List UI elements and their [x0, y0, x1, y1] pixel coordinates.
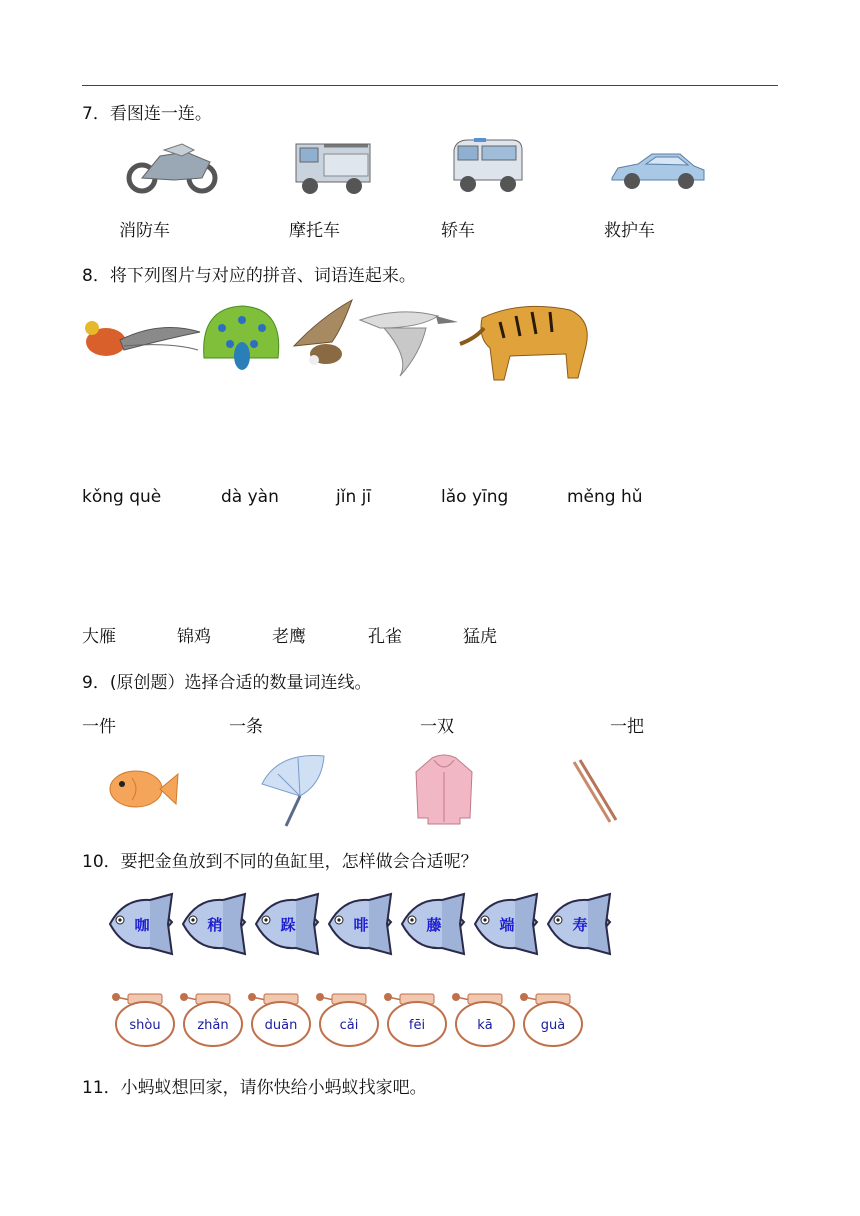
fish-icon	[106, 764, 180, 814]
goldfish-card	[402, 894, 464, 954]
q7-word: 摩托车	[289, 221, 340, 241]
fish-character: 稍	[207, 916, 223, 934]
golden-pheasant-icon	[85, 321, 200, 356]
fishbowl-pinyin: shòu	[129, 1018, 161, 1033]
header-rule	[82, 85, 778, 86]
fish-character: 咖	[134, 916, 150, 934]
q8-pinyin: dà yàn	[221, 487, 279, 507]
goldfish-card	[110, 894, 172, 954]
eagle-icon	[294, 300, 352, 365]
fire-truck-icon	[294, 138, 372, 196]
wild-goose-icon	[360, 312, 458, 376]
motorcycle-icon	[124, 138, 220, 194]
goldfish-card	[475, 894, 537, 954]
fishbowl-pinyin: cǎi	[339, 1018, 359, 1033]
fish-character: 跺	[280, 916, 296, 934]
car-icon	[608, 148, 708, 192]
fishbowl-card	[180, 993, 242, 1046]
q9-measure: 一件	[82, 717, 116, 737]
animals-strip	[80, 298, 600, 382]
fishbowl-pinyin: guà	[540, 1018, 566, 1033]
q8-word: 孔雀	[368, 627, 402, 647]
fishbowl-pinyin: fēi	[408, 1018, 426, 1033]
q8-word: 大雁	[82, 627, 116, 647]
question-9-title: 9．(原创题）选择合适的数量词连线。	[82, 673, 372, 693]
fishbowl-pinyin: zhǎn	[197, 1018, 229, 1033]
question-11-title: 11．小蚂蚁想回家，请你快给小蚂蚁找家吧。	[82, 1078, 427, 1098]
question-10-title: 10．要把金鱼放到不同的鱼缸里，怎样做会合适呢？	[82, 852, 478, 872]
goldfish-card	[548, 894, 610, 954]
umbrella-icon	[258, 750, 328, 830]
fishbowl-card	[520, 993, 582, 1046]
q9-measure: 一双	[420, 717, 454, 737]
goldfish-card	[256, 894, 318, 954]
q8-pinyin: měng hǔ	[567, 487, 643, 507]
q9-measure: 一条	[229, 717, 263, 737]
fish-character: 藤	[426, 916, 442, 934]
goldfish-card	[329, 894, 391, 954]
q8-pinyin: lǎo yīng	[441, 487, 509, 507]
fishbowl-card	[316, 993, 378, 1046]
fishbowl-pinyin: kā	[477, 1018, 493, 1033]
tiger-icon	[460, 306, 587, 380]
hoodie-icon	[412, 752, 476, 826]
q8-pinyin: jǐn jī	[336, 487, 372, 507]
fishbowl-card	[248, 993, 310, 1046]
q7-word: 消防车	[119, 221, 170, 241]
fishbowl-card	[384, 993, 446, 1046]
fish-row	[104, 892, 620, 956]
q8-word: 老鹰	[272, 627, 306, 647]
fishbowl-card	[452, 993, 514, 1046]
q7-word: 轿车	[441, 221, 475, 241]
q9-measure: 一把	[610, 717, 644, 737]
fish-character: 啡	[353, 916, 369, 934]
fishbowl-pinyin: duān	[264, 1018, 298, 1033]
q7-word: 救护车	[604, 221, 655, 241]
chopsticks-icon	[568, 758, 620, 826]
fish-character: 寿	[572, 916, 588, 934]
ambulance-icon	[450, 136, 526, 194]
question-7-title: 7．看图连一连。	[82, 104, 212, 124]
q8-word: 锦鸡	[177, 627, 211, 647]
fishbowl-card	[112, 993, 174, 1046]
q8-pinyin: kǒng què	[82, 487, 162, 507]
goldfish-card	[183, 894, 245, 954]
peacock-icon	[204, 306, 279, 370]
question-8-title: 8．将下列图片与对应的拼音、词语连起来。	[82, 266, 416, 286]
fish-character: 端	[499, 916, 515, 934]
q8-word: 猛虎	[463, 627, 497, 647]
jar-row	[104, 988, 594, 1050]
